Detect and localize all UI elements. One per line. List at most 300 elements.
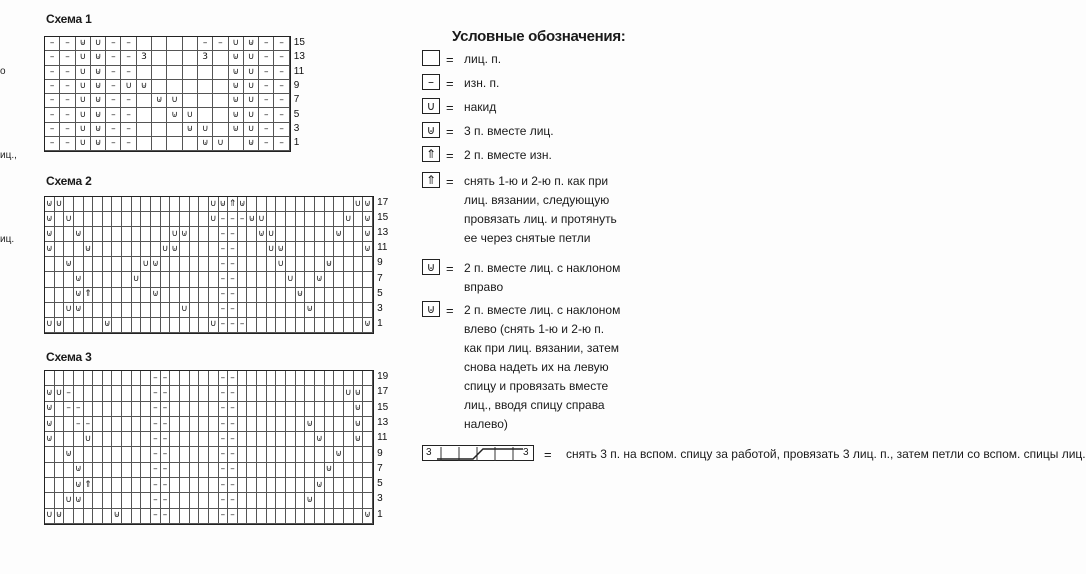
chart-cell: – [219, 463, 229, 478]
chart-cell [334, 478, 344, 493]
chart-cell [103, 386, 113, 401]
chart-cell: ⊍ [45, 417, 55, 432]
chart-cell: – [259, 123, 274, 137]
chart-cell [84, 318, 94, 333]
chart-cell [247, 242, 257, 257]
chart-cell [84, 493, 94, 508]
chart-cell [296, 493, 306, 508]
row-number: 9 [377, 257, 383, 269]
chart-cell: – [161, 432, 171, 447]
chart-cell: 3 [198, 51, 213, 65]
chart-cell: ∪ [209, 212, 219, 227]
chart-cell [141, 197, 151, 212]
chart-cell: – [151, 371, 161, 386]
chart-cell [190, 257, 200, 272]
chart-cell [122, 197, 132, 212]
chart-cell [238, 417, 248, 432]
k2tog-left-icon: ⊍ [422, 301, 440, 317]
chart-cell [84, 227, 94, 242]
chart-cell [141, 227, 151, 242]
chart-cell [257, 386, 267, 401]
chart-cell [55, 371, 65, 386]
chart-cell [267, 386, 277, 401]
chart-cell [209, 288, 219, 303]
chart-cell [84, 386, 94, 401]
chart-cell [170, 288, 180, 303]
chart-cell: ∪ [55, 386, 65, 401]
chart-cell: ∪ [354, 197, 364, 212]
chart-cell: ∪ [209, 318, 219, 333]
chart-cell [363, 288, 373, 303]
chart-cell: ∪ [76, 108, 91, 122]
chart-cell: – [74, 402, 84, 417]
chart-cell [122, 288, 132, 303]
chart-cell [141, 242, 151, 257]
chart-cell: ⇑ [84, 288, 94, 303]
chart-cell: – [259, 37, 274, 51]
chart-cell: ⊍ [229, 51, 244, 65]
chart-cell [315, 242, 325, 257]
chart-cell [257, 463, 267, 478]
chart-cell [267, 493, 277, 508]
chart-cell [93, 257, 103, 272]
chart-cell [141, 371, 151, 386]
chart-cell [325, 509, 335, 524]
chart-cell: ∪ [167, 94, 182, 108]
chart-cell [209, 386, 219, 401]
chart-cell [363, 257, 373, 272]
chart-cell [64, 417, 74, 432]
row-number: 19 [377, 371, 389, 382]
chart-cell [267, 447, 277, 462]
chart-cell: 3 [137, 51, 152, 65]
chart-cell [74, 242, 84, 257]
chart-cell [112, 371, 122, 386]
chart-cell [286, 212, 296, 227]
chart-cell [74, 447, 84, 462]
chart-cell: – [219, 447, 229, 462]
chart-cell [122, 447, 132, 462]
chart-cell [141, 402, 151, 417]
chart-cell: ∪ [180, 303, 190, 318]
chart-cell: – [106, 94, 121, 108]
chart-cell [180, 197, 190, 212]
chart-cell [238, 303, 248, 318]
chart-cell [363, 417, 373, 432]
chart-cell [199, 257, 209, 272]
chart-cell: ∪ [244, 123, 259, 137]
chart-cell: – [121, 108, 136, 122]
chart-cell [199, 272, 209, 287]
chart-cell: – [228, 371, 238, 386]
chart-cell [296, 386, 306, 401]
chart-cell: ∪ [244, 66, 259, 80]
chart-cell [296, 371, 306, 386]
chart-cell [209, 417, 219, 432]
chart-cell [112, 303, 122, 318]
chart-cell [112, 493, 122, 508]
chart-cell: – [121, 94, 136, 108]
chart-cell [112, 447, 122, 462]
chart-cell [257, 493, 267, 508]
chart-cell: – [161, 493, 171, 508]
chart-cell [296, 402, 306, 417]
chart-cell: ⊍ [76, 37, 91, 51]
chart-cell [247, 318, 257, 333]
chart-cell [84, 197, 94, 212]
chart-cell [93, 272, 103, 287]
chart-cell [354, 288, 364, 303]
chart-cell [209, 303, 219, 318]
chart-cell: ∪ [64, 212, 74, 227]
row-number: 7 [377, 462, 383, 474]
row-number: 1 [377, 317, 383, 329]
chart-cell [132, 257, 142, 272]
chart-cell [305, 478, 315, 493]
chart-cell: – [64, 386, 74, 401]
chart-cell [344, 257, 354, 272]
chart-cell [286, 318, 296, 333]
chart-cell [363, 303, 373, 318]
chart-cell [238, 478, 248, 493]
schema-2-chart [44, 196, 389, 334]
chart-cell [122, 227, 132, 242]
chart-grid [44, 370, 374, 525]
chart-cell [112, 402, 122, 417]
chart-cell: – [45, 123, 60, 137]
chart-cell [190, 272, 200, 287]
chart-cell [122, 493, 132, 508]
chart-cell [199, 242, 209, 257]
chart-cell [354, 257, 364, 272]
chart-cell [122, 212, 132, 227]
chart-cell [170, 493, 180, 508]
chart-cell [296, 463, 306, 478]
chart-cell [93, 432, 103, 447]
chart-cell [238, 386, 248, 401]
chart-cell: – [228, 402, 238, 417]
chart-cell: – [219, 417, 229, 432]
chart-cell [267, 212, 277, 227]
chart-cell [257, 272, 267, 287]
chart-cell: ∪ [198, 123, 213, 137]
chart-cell [112, 272, 122, 287]
chart-cell: – [161, 402, 171, 417]
chart-cell [315, 402, 325, 417]
chart-cell [64, 463, 74, 478]
chart-cell: ∪ [244, 51, 259, 65]
chart-cell [344, 417, 354, 432]
chart-cell [198, 66, 213, 80]
chart-cell [167, 51, 182, 65]
chart-cell [305, 432, 315, 447]
chart-cell [132, 371, 142, 386]
chart-cell: ∪ [45, 509, 55, 524]
chart-cell [363, 463, 373, 478]
chart-cell [315, 303, 325, 318]
chart-cell [161, 197, 171, 212]
chart-cell [315, 257, 325, 272]
chart-cell [190, 386, 200, 401]
chart-cell [247, 272, 257, 287]
chart-cell [103, 257, 113, 272]
chart-cell [257, 257, 267, 272]
chart-cell: ∪ [213, 137, 228, 151]
chart-cell [190, 402, 200, 417]
chart-cell [93, 478, 103, 493]
chart-cell [74, 257, 84, 272]
chart-cell [180, 493, 190, 508]
chart-cell [112, 288, 122, 303]
chart-cell [276, 318, 286, 333]
chart-cell [170, 386, 180, 401]
chart-cell: – [259, 137, 274, 151]
p2tog-icon: ⇑ [422, 146, 440, 162]
chart-cell [122, 509, 132, 524]
chart-cell: – [60, 137, 75, 151]
chart-cell: ⊍ [45, 386, 55, 401]
chart-cell [247, 197, 257, 212]
row-number: 9 [293, 79, 300, 91]
chart-cell [180, 371, 190, 386]
row-number: 5 [377, 478, 383, 490]
chart-cell [286, 257, 296, 272]
chart-cell: ∪ [267, 242, 277, 257]
chart-cell [180, 432, 190, 447]
chart-cell: ⊍ [296, 288, 306, 303]
row-number: 9 [377, 447, 383, 459]
chart-cell [132, 303, 142, 318]
chart-cell [315, 447, 325, 462]
chart-cell: – [106, 137, 121, 151]
chart-cell [74, 318, 84, 333]
chart-cell: – [274, 137, 289, 151]
chart-cell: ⊍ [170, 242, 180, 257]
chart-cell: – [274, 108, 289, 122]
chart-cell [247, 257, 257, 272]
chart-cell: ∪ [257, 212, 267, 227]
chart-cell [276, 402, 286, 417]
chart-cell [151, 197, 161, 212]
chart-cell [325, 303, 335, 318]
chart-cell: ⊍ [198, 137, 213, 151]
chart-cell: ⊍ [167, 108, 182, 122]
chart-cell: – [219, 303, 229, 318]
chart-cell: ⊍ [55, 318, 65, 333]
chart-cell [363, 447, 373, 462]
chart-cell [325, 318, 335, 333]
chart-cell [267, 318, 277, 333]
chart-cell: ⊍ [152, 94, 167, 108]
chart-cell: ⊍ [229, 108, 244, 122]
chart-cell [354, 509, 364, 524]
chart-cell: – [60, 108, 75, 122]
chart-cell [315, 509, 325, 524]
chart-cell [45, 493, 55, 508]
chart-cell [122, 303, 132, 318]
chart-cell: ⊍ [363, 509, 373, 524]
chart-cell [325, 432, 335, 447]
cable-right-number: 3 [523, 447, 529, 458]
chart-cell [213, 51, 228, 65]
chart-cell [199, 463, 209, 478]
chart-cell [112, 463, 122, 478]
chart-cell [137, 108, 152, 122]
chart-cell [267, 257, 277, 272]
chart-cell [103, 197, 113, 212]
chart-cell: ⇑ [228, 197, 238, 212]
chart-cell: – [151, 447, 161, 462]
chart-cell [103, 509, 113, 524]
chart-cell: ⊍ [276, 242, 286, 257]
chart-cell [267, 288, 277, 303]
chart-cell: – [84, 417, 94, 432]
chart-cell: ⊍ [103, 318, 113, 333]
chart-cell [132, 402, 142, 417]
chart-cell: – [151, 417, 161, 432]
purl-stitch-icon: – [422, 74, 440, 90]
chart-cell [238, 402, 248, 417]
chart-cell [276, 493, 286, 508]
chart-cell: ∪ [84, 432, 94, 447]
chart-cell: – [161, 447, 171, 462]
chart-cell: ⊍ [315, 272, 325, 287]
chart-cell [170, 257, 180, 272]
chart-cell: – [228, 493, 238, 508]
schema-3-title: Схема 3 [46, 350, 92, 364]
chart-cell [198, 108, 213, 122]
chart-cell [84, 509, 94, 524]
chart-cell [199, 493, 209, 508]
chart-cell: ∪ [64, 493, 74, 508]
chart-cell [93, 447, 103, 462]
chart-cell [276, 197, 286, 212]
chart-cell [112, 212, 122, 227]
chart-cell [276, 417, 286, 432]
chart-cell [161, 272, 171, 287]
chart-cell [276, 212, 286, 227]
row-number: 7 [377, 272, 383, 284]
chart-cell [334, 257, 344, 272]
chart-cell [93, 509, 103, 524]
chart-cell [122, 417, 132, 432]
chart-cell [161, 303, 171, 318]
chart-cell [334, 432, 344, 447]
chart-cell [84, 257, 94, 272]
chart-cell [305, 212, 315, 227]
chart-cell [122, 318, 132, 333]
chart-cell [354, 272, 364, 287]
chart-cell [152, 123, 167, 137]
chart-cell [183, 137, 198, 151]
chart-cell [344, 318, 354, 333]
chart-cell: – [274, 123, 289, 137]
left-fragment-text: о [0, 66, 6, 77]
chart-cell [132, 509, 142, 524]
chart-cell: – [228, 272, 238, 287]
chart-cell [122, 257, 132, 272]
chart-cell [213, 80, 228, 94]
chart-cell [344, 432, 354, 447]
chart-cell [180, 402, 190, 417]
chart-cell [199, 288, 209, 303]
chart-cell: ⊍ [229, 66, 244, 80]
chart-cell [112, 432, 122, 447]
chart-cell: – [238, 212, 248, 227]
chart-cell [84, 402, 94, 417]
chart-cell: ⊍ [91, 94, 106, 108]
chart-cell: ∪ [161, 242, 171, 257]
chart-cell [247, 417, 257, 432]
chart-cell [132, 242, 142, 257]
chart-cell: ∪ [141, 257, 151, 272]
chart-cell [286, 242, 296, 257]
chart-cell [122, 402, 132, 417]
chart-cell [55, 227, 65, 242]
chart-cell [209, 447, 219, 462]
k3tog-icon: ⊍ [422, 122, 440, 138]
chart-cell [199, 447, 209, 462]
chart-cell: – [219, 386, 229, 401]
chart-cell [325, 227, 335, 242]
chart-cell: – [45, 108, 60, 122]
chart-cell: – [238, 318, 248, 333]
chart-cell [276, 272, 286, 287]
chart-cell: – [106, 80, 121, 94]
chart-cell [257, 197, 267, 212]
chart-cell: ∪ [64, 303, 74, 318]
chart-cell [286, 303, 296, 318]
chart-cell [45, 272, 55, 287]
chart-cell: – [106, 37, 121, 51]
chart-cell [103, 478, 113, 493]
chart-cell [315, 227, 325, 242]
chart-cell [199, 432, 209, 447]
chart-cell [170, 371, 180, 386]
chart-cell [286, 478, 296, 493]
chart-cell [286, 227, 296, 242]
chart-cell [305, 371, 315, 386]
chart-cell [141, 212, 151, 227]
chart-cell [267, 371, 277, 386]
chart-cell [93, 197, 103, 212]
chart-cell [84, 371, 94, 386]
chart-cell [238, 509, 248, 524]
legend-text: 2 п. вместе лиц. с наклоном влево (снять 1-ю и 2-ю п. как при лиц. вязании, затем снова надеть их на левую спицу и провязать вместе лиц., вводя спицу справа налево) [464, 303, 621, 431]
chart-cell [267, 509, 277, 524]
chart-cell: – [60, 37, 75, 51]
row-number: 15 [377, 212, 389, 224]
chart-cell [141, 447, 151, 462]
chart-cell [296, 212, 306, 227]
chart-cell: ⊍ [91, 80, 106, 94]
chart-cell [199, 318, 209, 333]
chart-cell [354, 371, 364, 386]
chart-cell [247, 227, 257, 242]
chart-cell [276, 509, 286, 524]
chart-cell [183, 94, 198, 108]
chart-cell: ∪ [170, 227, 180, 242]
chart-cell [257, 288, 267, 303]
chart-cell: – [259, 66, 274, 80]
chart-cell [209, 509, 219, 524]
chart-cell [286, 493, 296, 508]
chart-cell: – [213, 37, 228, 51]
chart-cell: ⊍ [64, 447, 74, 462]
chart-cell [363, 371, 373, 386]
chart-cell [161, 318, 171, 333]
chart-cell [209, 478, 219, 493]
